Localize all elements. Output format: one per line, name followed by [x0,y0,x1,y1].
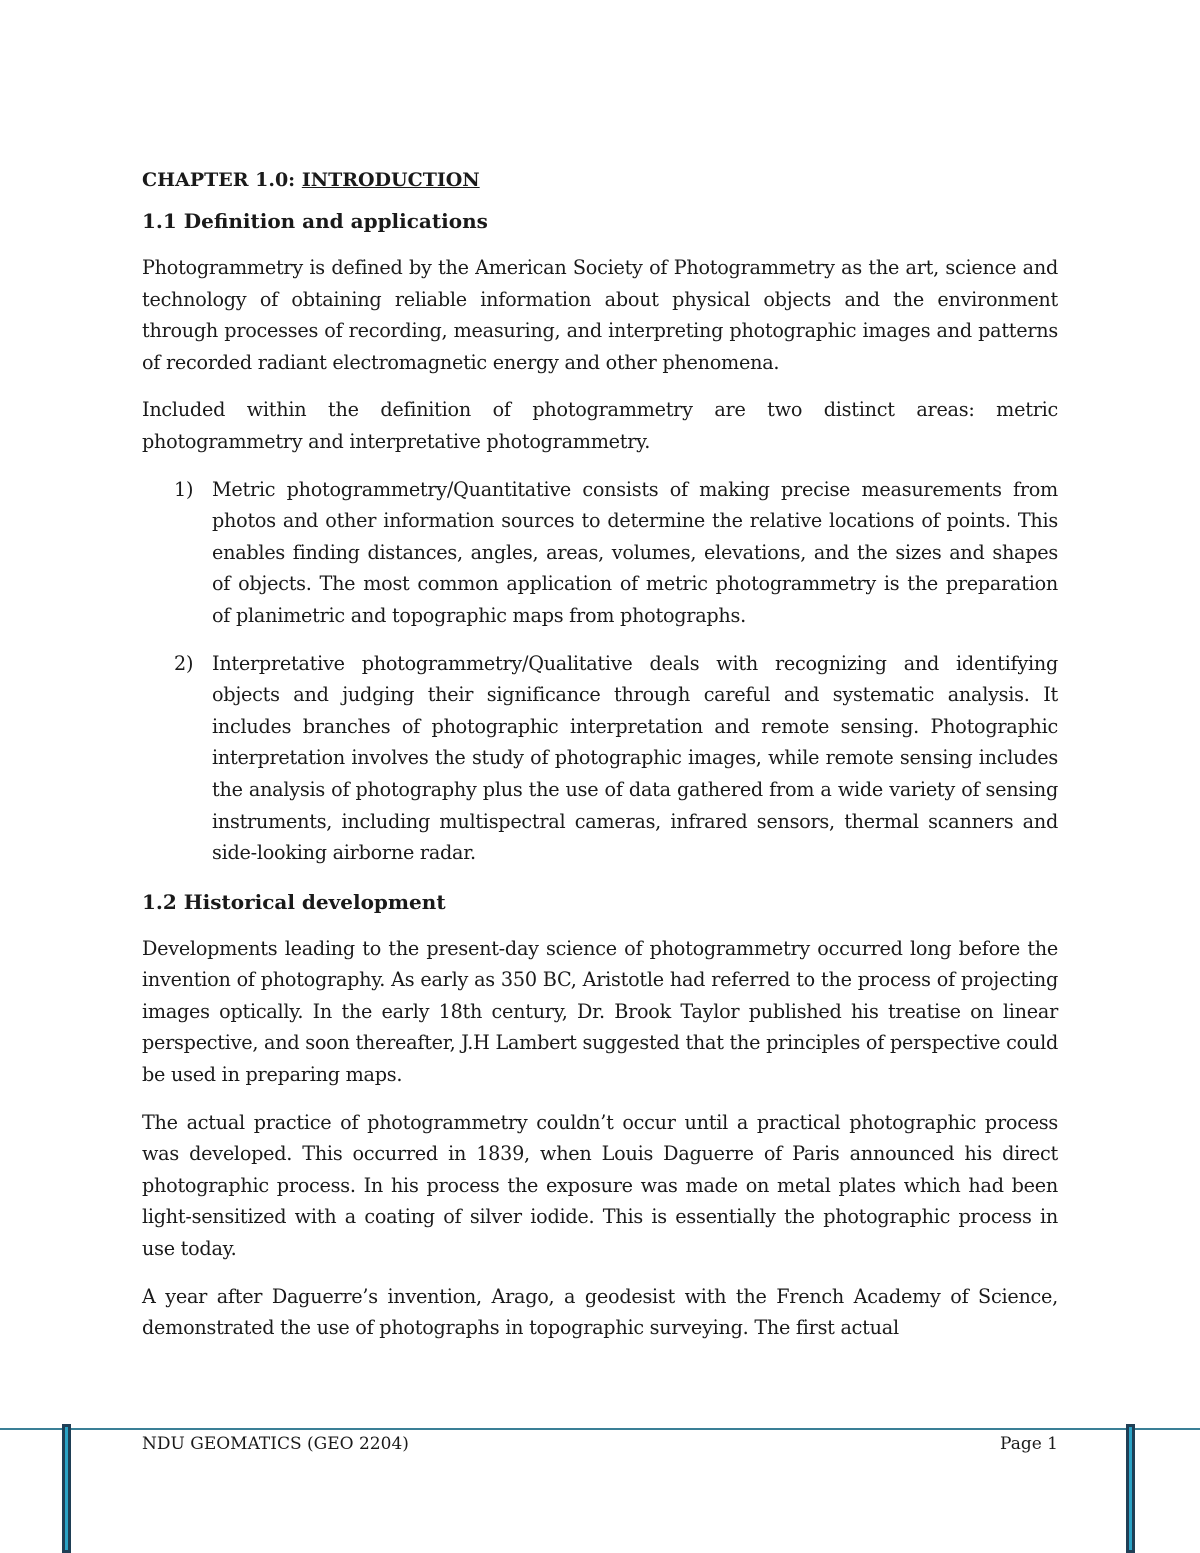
numbered-list [142,474,1058,869]
footer-course-label: NDU GEOMATICS (GEO 2204) [142,1434,409,1454]
footer-rule [0,1428,1200,1430]
paragraph-history-1: Developments leading to the present-day science of photogrammetry occurred long before the invention of photography. As early as 350 BC, Aristotle had referred to the process of projecting images optically. In the early 18th century, Dr. Brook Taylor published his treatise on linear perspective, and soon thereafter, J.H Lambert suggested that the principles of perspective could be used in preparing maps. [142,936,1058,1087]
list-item [142,474,1058,632]
page-content [142,164,1058,1360]
list-number: 2) [174,651,194,675]
list-item [142,648,1058,869]
footer-right-bar [1126,1424,1135,1553]
chapter-heading [142,164,1058,196]
section-heading-definition: 1.1 Definition and applications [142,209,488,233]
list-item-text: Interpretative photogrammetry/Qualitative deals with recognizing and identifying objects and judging their significance through careful and systematic analysis. It includes branches of photographic interpretation and remote sensing. Photographic interpretation involves the study of photographic images, while remote sensing includes the analysis of photography plus the use of data gathered from a wide variety of sensing instruments, including multispectral cameras, infrared sensors, thermal scanners and side-looking airborne radar. [212,651,1058,865]
paragraph-history-2: The actual practice of photogrammetry couldn’t occur until a practical photographic process was developed. This occurred in 1839, when Louis Daguerre of Paris announced his direct photographic process. In his process the exposure was made on metal plates which had been light-sensitized with a coating of silver iodide. This is essentially the photographic process in use today. [142,1110,1058,1261]
chapter-title: INTRODUCTION [301,169,480,191]
paragraph-areas: Included within the definition of photogrammetry are two distinct areas: metric photogrammetry and interpretative photogrammetry. [142,398,1058,453]
footer-page-number: Page 1 [1000,1434,1058,1454]
footer-left-bar [62,1424,71,1553]
list-number: 1) [174,477,194,501]
section-heading-history: 1.2 Historical development [142,889,446,914]
chapter-prefix: CHAPTER 1.0: [142,169,302,191]
paragraph-history-3: A year after Daguerre’s invention, Arago, a geodesist with the French Academy of Science, demonstrated the use of photographs in topographic surveying. The first actual [142,1284,1058,1340]
list-item-text: Metric photogrammetry/Quantitative consists of making precise measurements from photos and other information sources to determine the relative locations of points. This enables finding distances, angles, areas, volumes, elevations, and the sizes and shapes of objects. The most common application of metric photogrammetry is the preparation of planimetric and topographic maps from photographs. [212,477,1058,627]
paragraph-definition: Photogrammetry is defined by the American Society of Photogrammetry as the art, science and technology of obtaining reliable information about physical objects and the environment through processes of recording, measuring, and interpreting photographic images and patterns of recorded radiant electromagnetic energy and other phenomena. [142,256,1058,374]
